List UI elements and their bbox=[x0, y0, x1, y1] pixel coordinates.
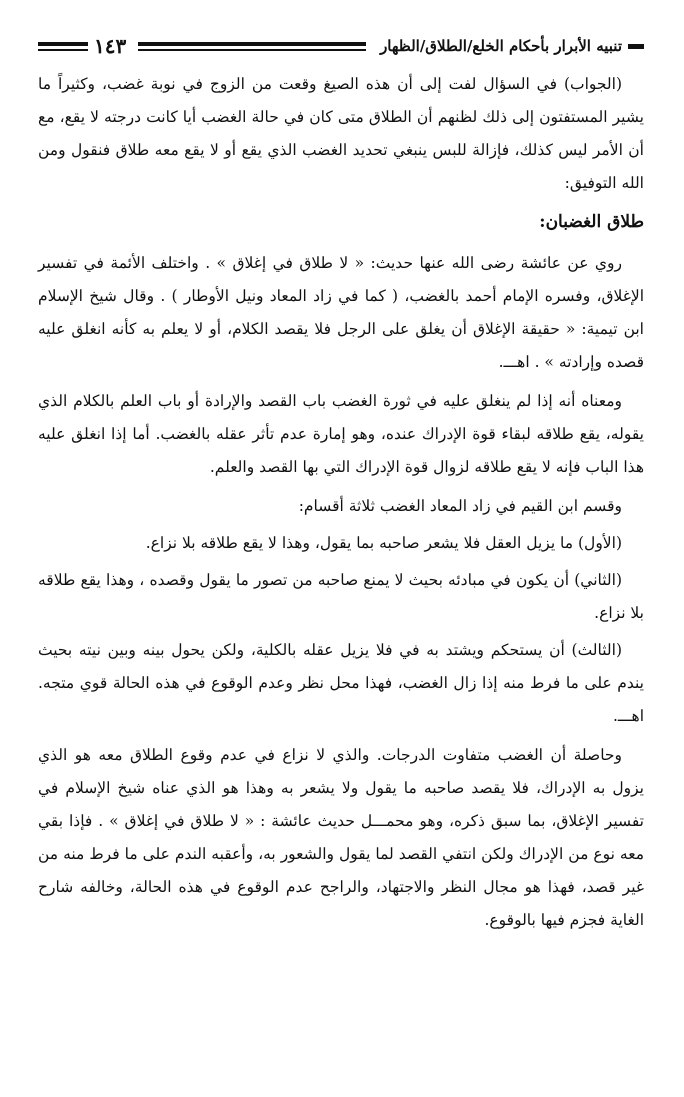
header-rule-right bbox=[628, 44, 644, 49]
header-title: تنبيه الأبرار بأحكام الخلع/الطلاق/الظهار bbox=[380, 37, 622, 55]
paragraph-meaning: ومعناه أنه إذا لم ينغلق عليه في ثورة الغضب باب القصد والإرادة أو باب العلم بالكلام الذي يقوله، يقع طلاقه لبقاء قوة الإدراك عنده، وهو إمارة عدم تأثر عقله بالغضب. أما إذا انغلق عليه هذا الباب فإنه لا يقع طلاقه لزوال قوة الإدراك التي بها القصد والعلم. bbox=[38, 392, 644, 476]
paragraph-answer: (الجواب) في السؤال لفت إلى أن هذه الصيغ وقعت من الزوج في نوبة غضب، وكثيراً ما يشير المستفتون إلى ذلك لظنهم أن الطلاق متى كان في حالة الغضب أيا كانت درجته لا يقع، مع أن الأمر ليس كذلك، فإزالة للبس ينبغي تحديد الغضب الذي يقع أو لا يقع معه طلاق فنقول ومن الله التوفيق: bbox=[38, 75, 644, 192]
page-number: ١٤٣ bbox=[94, 34, 127, 58]
paragraph-ibn-qayyim: وقسم ابن القيم في زاد المعاد الغضب ثلاثة أقسام: bbox=[298, 497, 622, 515]
paragraph-first: (الأول) ما يزيل العقل فلا يشعر صاحبه بما يقول، وهذا لا يقع طلاقه بلا نزاع. bbox=[145, 534, 622, 552]
header-rule-left bbox=[38, 42, 88, 51]
paragraph-third: (الثالث) أن يستحكم ويشتد به في فلا يزيل عقله بالكلية، ولكن يحول بينه وبين نيته بحيث يندم على ما فرط منه إذا زال الغضب، فهذا محل نظر وعدم الوقوع في هذه الحالة قوي متجه. اهـــ. bbox=[38, 641, 644, 725]
section-heading: طلاق الغضبان: bbox=[539, 212, 644, 232]
running-header bbox=[38, 28, 644, 64]
header-rule-middle bbox=[138, 42, 366, 51]
paragraph-second: (الثاني) أن يكون في مبادئه بحيث لا يمنع صاحبه من تصور ما يقول وقصده ، وهذا يقع طلاقه بلا نزاع. bbox=[38, 571, 644, 622]
page-body bbox=[38, 68, 644, 937]
paragraph-hadith: روي عن عائشة رضى الله عنها حديث: « لا طلاق في إغلاق » . واختلف الأئمة في تفسير الإغلاق، وفسره الإمام أحمد بالغضب، ( كما في زاد المعاد ونيل الأوطار ) . وقال شيخ الإسلام ابن تيمية: « حقيقة الإغلاق أن يغلق على الرجل فلا يقصد الكلام، أو لا يعلم به كأنه انغلق عليه قصده وإرادته » . اهـــ. bbox=[38, 254, 644, 371]
paragraph-conclusion: وحاصلة أن الغضب متفاوت الدرجات. والذي لا نزاع في عدم وقوع الطلاق معه هو الذي يزول به الإدراك، فلا يقصد صاحبه ما يقول ولا يشعر به وهذا هو الذي عناه شيخ الإسلام في تفسير الإغلاق، بما سبق ذكره، وهو محمـــل حديث عائشة : « لا طلاق في إغلاق » . فإذا بقي معه نوع من الإدراك ولكن انتفي القصد لما يقول والشعور به، وأعقبه الندم على ما فرط منه من غير قصد، فهذا هو مجال النظر والاجتهاد، والراجح عدم الوقوع في هذه الحالة، وخالفه شارح الغاية فجزم فيها بالوقوع. bbox=[38, 746, 644, 929]
